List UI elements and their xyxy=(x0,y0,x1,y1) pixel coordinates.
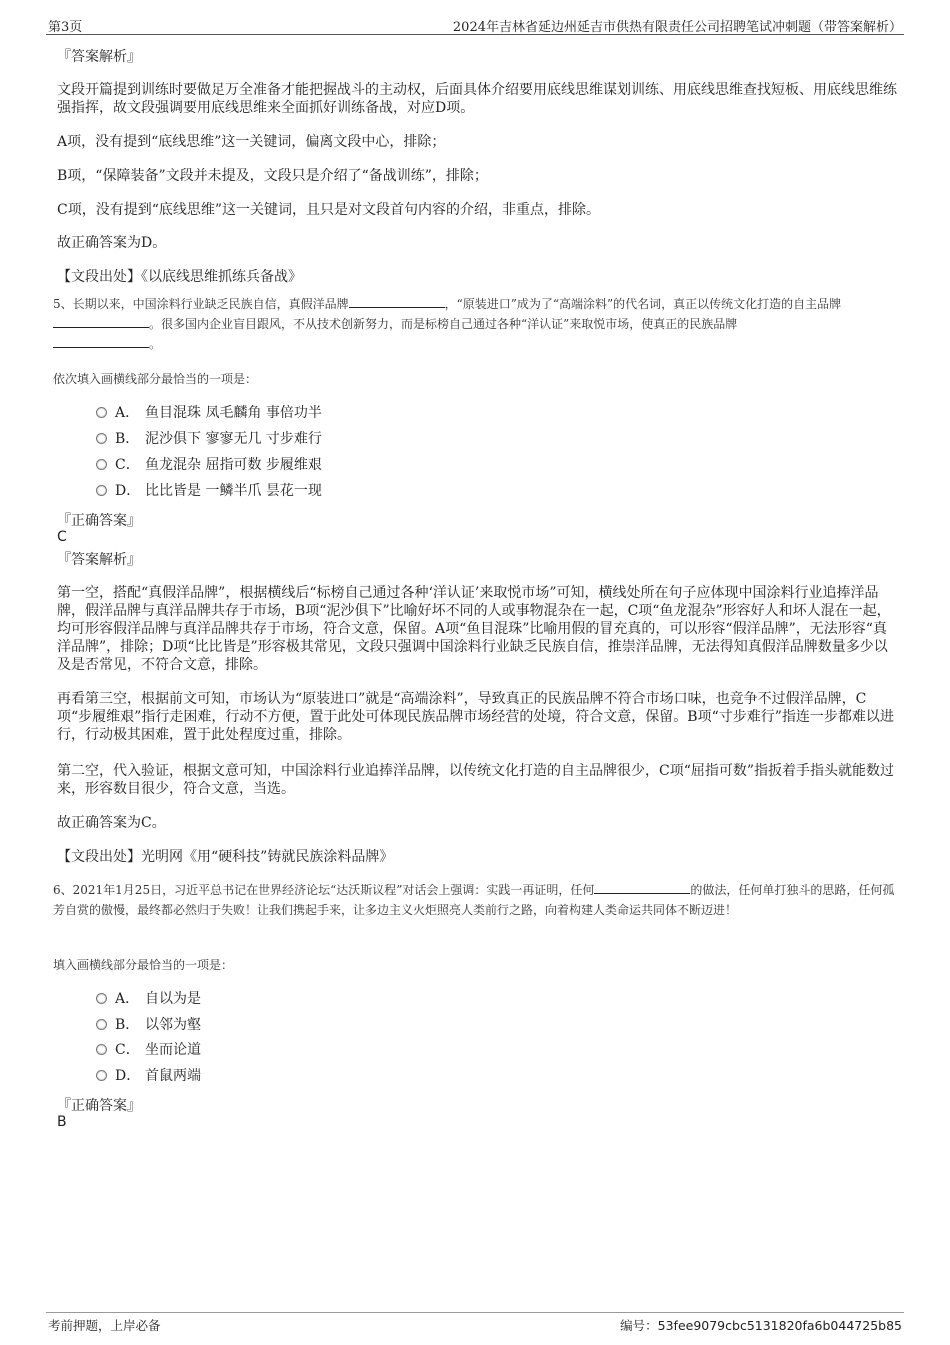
q6-prompt: 填入画横线部分最恰当的一项是： xyxy=(53,958,234,972)
q5-option-c[interactable]: C． 鱼龙混杂 屈指可数 步履维艰 xyxy=(96,454,322,476)
radio-icon[interactable] xyxy=(96,1044,107,1055)
q6-option-d[interactable]: D． 首鼠两端 xyxy=(96,1065,201,1087)
q4-analysis-p4: C项，没有提到“底线思维”这一关键词，且只是对文段首句内容的介绍，非重点，排除。 xyxy=(57,202,601,218)
q5-stem: 5、长期以来，中国涂料行业缺乏民族自信，真假洋品牌 ，“原装进口”成为了“高端涂料”的代名词，真正以传统文化打造的自主品牌。很多国内企业盲目跟风，不从技术创新努力，而是标榜自己通过各种“洋认证”来取悦市场，使真正的民族品牌 。 xyxy=(53,297,842,351)
q5-analysis-p3: 第二空，代入验证，根据文意可知，中国涂料行业追捧洋品牌，以传统文化打造的自主品牌很少，C项“屈指可数”指扳着手指头就能数过来，形容数目很少，符合文意，当选。 xyxy=(57,763,895,797)
q5-source: 【文段出处】光明网《用“硬科技”铸就民族涂料品牌》 xyxy=(57,849,394,865)
q6-blank xyxy=(594,881,690,894)
q5-blank-1 xyxy=(349,295,445,308)
q5-correct-label: 『正确答案』 xyxy=(57,513,141,529)
q5-option-d[interactable]: D． 比比皆是 一鳞半爪 昙花一现 xyxy=(96,480,322,502)
q5-blank-3 xyxy=(53,335,149,348)
footer-code-value: 53fee9079cbc5131820fa6b044725b85 xyxy=(657,1318,902,1333)
page-header xyxy=(46,14,904,35)
q4-analysis-p3: B项，“保障装备”文段并未提及，文段只是介绍了“备战训练”，排除； xyxy=(57,168,488,184)
q5-blank-2 xyxy=(53,315,149,328)
radio-icon[interactable] xyxy=(96,1019,107,1030)
q6-correct-label: 『正确答案』 xyxy=(57,1098,141,1114)
q5-option-b[interactable]: B． 泥沙俱下 寥寥无几 寸步难行 xyxy=(96,428,322,450)
q6-option-b[interactable]: B． 以邻为壑 xyxy=(96,1014,201,1036)
q5-option-a[interactable]: A． 鱼目混珠 凤毛麟角 事倍功半 xyxy=(96,402,322,424)
q6-option-c[interactable]: C． 坐而论道 xyxy=(96,1039,201,1061)
q5-prompt: 依次填入画横线部分最恰当的一项是： xyxy=(53,372,258,386)
page-footer xyxy=(46,1312,904,1337)
radio-icon[interactable] xyxy=(96,433,107,444)
document-title: 2024年吉林省延边州延吉市供热有限责任公司招聘笔试冲刺题（带答案解析） xyxy=(452,20,902,35)
footer-slogan: 考前押题，上岸必备 xyxy=(48,1318,161,1333)
q4-analysis-label: 『答案解析』 xyxy=(57,49,141,65)
q6-stem: 6、2021年1月25日，习近平总书记在世界经济论坛“达沃斯议程”对话会上强调：实践一再证明，任何 的做法，任何单打独斗的思路，任何孤芳自赏的傲慢，最终都必然归于失败！让我们携起手来，让多边主义火炬照亮人类前行之路，向着构建人类命运共同体不断迈进！ xyxy=(53,883,895,917)
radio-icon[interactable] xyxy=(96,485,107,496)
q5-analysis-p1: 第一空，搭配“真假洋品牌”，根据横线后“标榜自己通过各种‘洋认证’来取悦市场”可知，横线处所在句子应体现中国涂料行业追捧洋品牌，假洋品牌与真洋品牌共存于市场，B项“泥沙俱下”比喻好坏不同的人或事物混杂在一起，C项“鱼龙混杂”形容好人和坏人混在一起，均可形容假洋品牌与真洋品牌共存于市场，符合文意，保留。A项“鱼目混珠”比喻用假的冒充真的，可以形容“假洋品牌”，无法形容“真洋品牌”，排除；D项“比比皆是”形容极其常见，文段只强调中国涂料行业缺乏民族自信，推崇洋品牌，无法得知真假洋品牌数量多少以及是否常见，不符合文意，排除。 xyxy=(57,585,891,673)
q4-source: 【文段出处】《以底线思维抓练兵备战》 xyxy=(57,269,302,285)
q6-option-a[interactable]: A． 自以为是 xyxy=(96,988,201,1010)
q5-analysis-p2: 再看第三空，根据前文可知，市场认为“原装进口”就是“高端涂料”，导致真正的民族品牌不符合市场口味，也竞争不过假洋品牌，C项“步履维艰”指行走困难，行动不方便，置于此处可体现民族品牌市场经营的处境，符合文意，保留。B项“寸步难行”指连一步都难以进行，行动极其困难，置于此处程度过重，排除。 xyxy=(57,691,894,743)
q6-correct-answer: B xyxy=(57,1114,67,1130)
q4-analysis-p1: 文段开篇提到训练时要做足万全准备才能把握战斗的主动权，后面具体介绍要用底线思维谋划训练、用底线思维查找短板、用底线思维练强指挥，故文段强调要用底线思维来全面抓好训练备战，对应D项。 xyxy=(57,82,897,116)
page-number: 第3页 xyxy=(48,20,83,35)
radio-icon[interactable] xyxy=(96,407,107,418)
radio-icon[interactable] xyxy=(96,993,107,1004)
q5-answer-line: 故正确答案为C。 xyxy=(57,815,166,831)
q4-analysis-p2: A项，没有提到“底线思维”这一关键词，偏离文段中心，排除； xyxy=(57,134,446,150)
radio-icon[interactable] xyxy=(96,459,107,470)
q4-answer-line: 故正确答案为D。 xyxy=(57,235,167,251)
q5-correct-answer: C xyxy=(57,529,67,545)
q5-analysis-label: 『答案解析』 xyxy=(57,552,141,568)
radio-icon[interactable] xyxy=(96,1070,107,1081)
footer-code: 编号：53fee9079cbc5131820fa6b044725b85 xyxy=(620,1318,902,1333)
